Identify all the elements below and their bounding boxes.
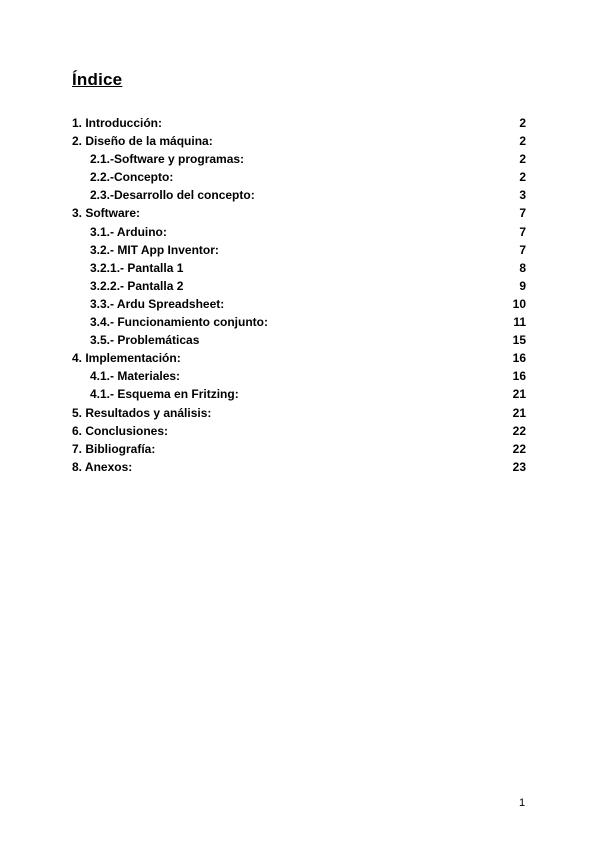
toc-entry-label: 3.2.- MIT App Inventor:	[90, 242, 219, 257]
toc-entry-label: 3.4.- Funcionamiento conjunto:	[90, 315, 268, 330]
toc-entry-page: 7	[519, 242, 526, 257]
toc-entry-page: 7	[519, 206, 526, 221]
toc-entry-label: 3.5.- Problemáticas	[90, 333, 200, 348]
toc-entry-label: 2.3.-Desarrollo del concepto:	[90, 188, 255, 203]
toc-entry-page: 7	[519, 224, 526, 239]
toc-entry-page: 2	[519, 152, 526, 167]
toc-entry-label: 3.1.- Arduino:	[90, 224, 167, 239]
toc-entry[interactable]	[72, 404, 528, 422]
toc-entry[interactable]	[72, 132, 528, 150]
toc-entry[interactable]	[72, 259, 528, 277]
toc-entry-page: 2	[519, 170, 526, 185]
toc-entry[interactable]	[72, 186, 528, 204]
toc-entry[interactable]	[72, 168, 528, 186]
toc-entry[interactable]	[72, 385, 528, 403]
toc-entry-page: 16	[512, 369, 526, 384]
toc-entry-label: 2.2.-Concepto:	[90, 170, 174, 185]
toc-entry[interactable]	[72, 277, 528, 295]
toc-entry-page: 10	[512, 296, 526, 311]
toc-entry-label: 8. Anexos:	[72, 459, 133, 474]
toc-entry[interactable]	[72, 150, 528, 168]
toc-entry-page: 22	[512, 441, 526, 456]
toc-entry-page: 15	[512, 333, 526, 348]
toc-entry[interactable]	[72, 223, 528, 241]
toc-entry-page: 22	[512, 423, 526, 438]
toc-entry-page: 3	[519, 188, 526, 203]
toc-entry-page: 21	[512, 405, 526, 420]
toc-entry-page: 9	[519, 278, 526, 293]
toc-entry-label: 3.2.2.- Pantalla 2	[90, 278, 184, 293]
toc-entry-label: 2. Diseño de la máquina:	[72, 134, 213, 149]
toc-entry[interactable]	[72, 114, 528, 132]
toc-entry[interactable]	[72, 349, 528, 367]
toc-entry-label: 6. Conclusiones:	[72, 423, 169, 438]
toc-entry-label: 3. Software:	[72, 206, 141, 221]
toc-entry-page: 11	[513, 315, 526, 330]
toc-entry-label: 4.1.- Esquema en Fritzing:	[90, 387, 239, 402]
toc-entry-label: 1. Introducción:	[72, 116, 162, 130]
toc-entry-page: 23	[512, 459, 526, 474]
page-number: 1	[519, 797, 526, 809]
page-title: Índice	[72, 70, 123, 89]
toc-entry-page: 8	[519, 260, 526, 275]
toc-entry[interactable]	[72, 295, 528, 313]
toc-entry-label: 3.2.1.- Pantalla 1	[90, 260, 184, 275]
toc-entry[interactable]	[72, 331, 528, 349]
toc-entry-page: 2	[519, 134, 526, 149]
toc-entry[interactable]	[72, 241, 528, 259]
toc-entry[interactable]	[72, 422, 528, 440]
toc-entry-label: 3.3.- Ardu Spreadsheet:	[90, 296, 225, 311]
toc-entry[interactable]	[72, 458, 528, 476]
toc-entry-page: 2	[519, 116, 526, 130]
toc-entry[interactable]	[72, 367, 528, 385]
toc-entry-label: 7. Bibliografía:	[72, 441, 156, 456]
toc-entry-label: 2.1.-Software y programas:	[90, 152, 245, 167]
toc-entry-label: 4. Implementación:	[72, 351, 181, 366]
toc-entry[interactable]	[72, 204, 528, 222]
toc-entry-label: 5. Resultados y análisis:	[72, 405, 212, 420]
toc-entry-page: 16	[512, 351, 526, 366]
table-of-contents	[72, 114, 528, 476]
toc-entry[interactable]	[72, 313, 528, 331]
toc-entry-label: 4.1.- Materiales:	[90, 369, 181, 384]
toc-entry[interactable]	[72, 440, 528, 458]
toc-entry-page: 21	[512, 387, 526, 402]
